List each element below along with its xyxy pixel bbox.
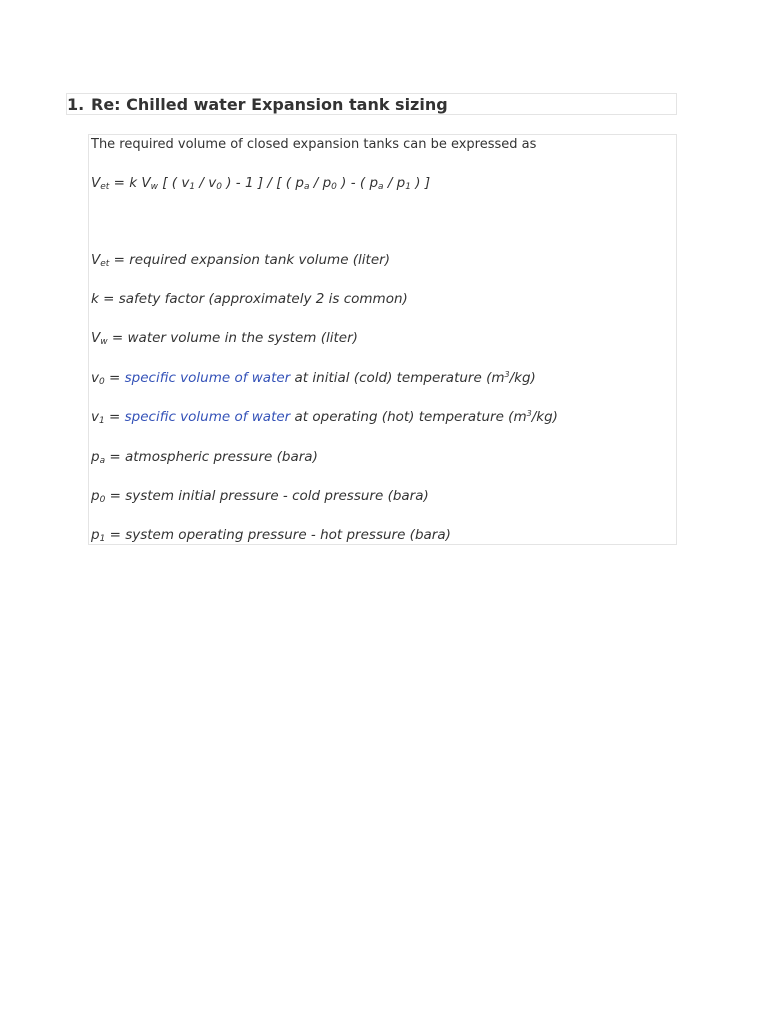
def-vw: [91, 330, 358, 347]
def-symbol: p: [91, 527, 100, 543]
def-k: [91, 291, 408, 307]
def-text: = water volume in the system (liter): [107, 330, 358, 346]
intro-text: The required volume of closed expansion tanks can be expressed as: [91, 137, 537, 152]
formula-line: [91, 175, 430, 192]
formula-sub: 0: [216, 182, 222, 192]
formula-part: / p: [309, 175, 332, 191]
post-content: [88, 134, 677, 545]
def-p1: [91, 527, 451, 544]
def-symbol: v: [91, 409, 99, 425]
formula-part: / v: [195, 175, 217, 191]
formula-part: = k V: [109, 175, 151, 191]
formula-part: ) ]: [410, 175, 431, 191]
def-sub: 0: [99, 495, 106, 505]
def-sub: 0: [99, 377, 105, 387]
def-symbol: p: [91, 449, 100, 465]
formula-sub: et: [100, 182, 110, 192]
post-heading: [66, 93, 677, 115]
def-symbol: V: [91, 330, 101, 346]
def-text: at initial (cold) temperature (m: [290, 370, 505, 386]
def-sub: et: [100, 259, 110, 269]
def-v1: [91, 409, 558, 426]
def-text: at operating (hot) temperature (m: [290, 409, 527, 425]
def-symbol: V: [91, 252, 101, 268]
def-sup: 3: [504, 370, 510, 379]
def-pa: [91, 449, 318, 466]
formula-sub: 1: [405, 182, 411, 192]
def-sub: w: [100, 337, 108, 347]
formula-part: / p: [383, 175, 406, 191]
def-text: = system operating pressure - hot pressure (bara): [105, 527, 451, 543]
formula-part: ) - 1 ] / [ ( p: [221, 175, 304, 191]
def-tail: /kg): [531, 409, 558, 425]
def-eq: =: [104, 409, 125, 425]
def-symbol: v: [91, 370, 99, 386]
def-sub: a: [99, 456, 106, 466]
formula-sub: w: [150, 182, 158, 192]
def-p0: [91, 488, 429, 505]
specific-volume-link[interactable]: specific volume of water: [124, 370, 291, 386]
def-sup: 3: [526, 409, 532, 418]
formula-sub: 0: [331, 182, 337, 192]
formula-sub: a: [303, 182, 310, 192]
def-symbol: p: [91, 488, 100, 504]
def-vet: [91, 252, 390, 269]
def-text: = system initial pressure - cold pressure (bara): [105, 488, 429, 504]
def-sub: 1: [99, 534, 106, 544]
def-eq: =: [104, 370, 125, 386]
def-text: = required expansion tank volume (liter): [109, 252, 390, 268]
formula-part: [ ( v: [157, 175, 190, 191]
formula-part: ) - ( p: [336, 175, 379, 191]
def-text: = atmospheric pressure (bara): [105, 449, 318, 465]
def-tail: /kg): [509, 370, 536, 386]
specific-volume-link[interactable]: specific volume of water: [124, 409, 291, 425]
heading-title: Re: Chilled water Expansion tank sizing: [91, 94, 448, 114]
heading-number: 1.: [67, 94, 85, 114]
formula-part: V: [91, 175, 101, 191]
def-text: k = safety factor (approximately 2 is common): [91, 291, 408, 307]
def-v0: [91, 370, 536, 387]
formula-sub: a: [378, 182, 384, 192]
formula-sub: 1: [189, 182, 196, 192]
def-sub: 1: [99, 416, 105, 426]
